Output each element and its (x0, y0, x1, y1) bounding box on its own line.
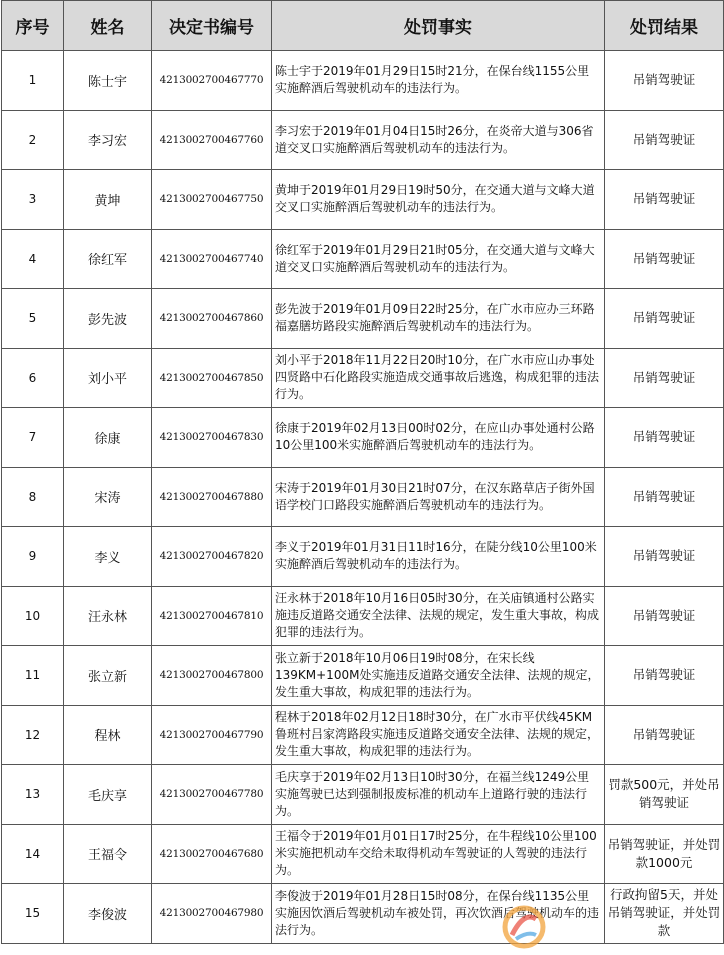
cell-name: 李俊波 (64, 884, 152, 944)
cell-name: 王福令 (64, 824, 152, 884)
cell-doc-no: 4213002700467810 (152, 586, 272, 646)
cell-doc-no: 4213002700467790 (152, 705, 272, 765)
penalty-table (1, 0, 724, 944)
table-row (2, 527, 724, 587)
cell-result: 吊销驾驶证 (605, 467, 724, 527)
cell-facts: 陈士宇于2019年01月29日15时21分，在保台线1155公里实施醉酒后驾驶机动车的违法行为。 (272, 51, 605, 111)
cell-facts: 徐红军于2019年01月29日21时05分，在交通大道与文峰大道交叉口实施醉酒后驾驶机动车的违法行为。 (272, 229, 605, 289)
cell-seq: 15 (2, 884, 64, 944)
cell-seq: 1 (2, 51, 64, 111)
cell-seq: 10 (2, 586, 64, 646)
cell-doc-no: 4213002700467830 (152, 408, 272, 468)
cell-result: 吊销驾驶证 (605, 51, 724, 111)
cell-name: 李义 (64, 527, 152, 587)
cell-seq: 6 (2, 348, 64, 408)
cell-doc-no: 4213002700467750 (152, 170, 272, 230)
cell-doc-no: 4213002700467850 (152, 348, 272, 408)
table-row (2, 348, 724, 408)
cell-seq: 2 (2, 110, 64, 170)
cell-result: 吊销驾驶证 (605, 289, 724, 349)
table-row (2, 229, 724, 289)
table-row (2, 408, 724, 468)
table-row (2, 110, 724, 170)
cell-name: 毛庆享 (64, 765, 152, 825)
cell-seq: 9 (2, 527, 64, 587)
table-row (2, 824, 724, 884)
cell-seq: 3 (2, 170, 64, 230)
cell-seq: 7 (2, 408, 64, 468)
table-row (2, 884, 724, 944)
cell-name: 宋涛 (64, 467, 152, 527)
cell-facts: 王福令于2019年01月01日17时25分，在牛程线10公里100米实施把机动车交给未取得机动车驾驶证的人驾驶的违法行为。 (272, 824, 605, 884)
table-row (2, 289, 724, 349)
cell-name: 黄坤 (64, 170, 152, 230)
cell-seq: 14 (2, 824, 64, 884)
cell-facts: 毛庆享于2019年02月13日10时30分，在福兰线1249公里实施驾驶已达到强制报废标准的机动车上道路行驶的违法行为。 (272, 765, 605, 825)
cell-facts: 彭先波于2019年01月09日22时25分，在广水市应办三环路福嘉膳坊路段实施醉酒后驾驶机动车的违法行为。 (272, 289, 605, 349)
cell-doc-no: 4213002700467760 (152, 110, 272, 170)
cell-doc-no: 4213002700467980 (152, 884, 272, 944)
watermark-logo-icon (502, 905, 546, 949)
cell-doc-no: 4213002700467770 (152, 51, 272, 111)
cell-facts: 李俊波于2019年01月28日15时08分，在保台线1135公里实施因饮酒后驾驶机动车被处罚，再次饮酒后驾驶机动车的违法行为。 (272, 884, 605, 944)
cell-facts: 程林于2018年02月12日18时30分，在广水市平伏线45KM鲁班村吕家湾路段实施违反道路交通安全法律、法规的规定，发生重大事故，构成犯罪的违法行为。 (272, 705, 605, 765)
cell-doc-no: 4213002700467860 (152, 289, 272, 349)
table-row (2, 467, 724, 527)
cell-name: 张立新 (64, 646, 152, 706)
cell-result: 吊销驾驶证 (605, 110, 724, 170)
cell-facts: 徐康于2019年02月13日00时02分，在应山办事处通村公路10公里100米实施醉酒后驾驶机动车的违法行为。 (272, 408, 605, 468)
cell-result: 行政拘留5天，并处吊销驾驶证，并处罚款 (605, 884, 724, 944)
table-header-row (2, 1, 724, 51)
table-row (2, 586, 724, 646)
cell-facts: 李义于2019年01月31日11时16分，在陡分线10公里100米实施醉酒后驾驶机动车的违法行为。 (272, 527, 605, 587)
cell-result: 吊销驾驶证 (605, 586, 724, 646)
cell-facts: 李习宏于2019年01月04日15时26分，在炎帝大道与306省道交叉口实施醉酒后驾驶机动车的违法行为。 (272, 110, 605, 170)
header-name: 姓名 (64, 1, 152, 51)
cell-result: 吊销驾驶证 (605, 646, 724, 706)
cell-doc-no: 4213002700467680 (152, 824, 272, 884)
cell-doc-no: 4213002700467820 (152, 527, 272, 587)
cell-result: 吊销驾驶证 (605, 408, 724, 468)
cell-doc-no: 4213002700467800 (152, 646, 272, 706)
cell-name: 徐红军 (64, 229, 152, 289)
cell-name: 汪永林 (64, 586, 152, 646)
table-row (2, 705, 724, 765)
cell-facts: 宋涛于2019年01月30日21时07分，在汉东路草店子街外国语学校门口路段实施醉酒后驾驶机动车的违法行为。 (272, 467, 605, 527)
cell-result: 吊销驾驶证 (605, 348, 724, 408)
cell-result: 吊销驾驶证 (605, 170, 724, 230)
cell-name: 李习宏 (64, 110, 152, 170)
header-seq: 序号 (2, 1, 64, 51)
cell-seq: 4 (2, 229, 64, 289)
table-row (2, 646, 724, 706)
cell-facts: 张立新于2018年10月06日19时08分，在宋长线139KM+100M处实施违反道路交通安全法律、法规的规定，发生重大事故，构成犯罪的违法行为。 (272, 646, 605, 706)
cell-seq: 13 (2, 765, 64, 825)
header-facts: 处罚事实 (272, 1, 605, 51)
cell-facts: 刘小平于2018年11月22日20时10分，在广水市应山办事处四贤路中石化路段实施造成交通事故后逃逸，构成犯罪的违法行为。 (272, 348, 605, 408)
table-row (2, 51, 724, 111)
table-row (2, 765, 724, 825)
cell-doc-no: 4213002700467880 (152, 467, 272, 527)
cell-doc-no: 4213002700467780 (152, 765, 272, 825)
cell-name: 刘小平 (64, 348, 152, 408)
cell-result: 吊销驾驶证 (605, 527, 724, 587)
cell-seq: 12 (2, 705, 64, 765)
cell-seq: 11 (2, 646, 64, 706)
cell-result: 罚款500元，并处吊销驾驶证 (605, 765, 724, 825)
cell-name: 徐康 (64, 408, 152, 468)
cell-facts: 黄坤于2019年01月29日19时50分，在交通大道与文峰大道交叉口实施醉酒后驾驶机动车的违法行为。 (272, 170, 605, 230)
cell-facts: 汪永林于2018年10月16日05时30分，在关庙镇通村公路实施违反道路交通安全法律、法规的规定，发生重大事故，构成犯罪的违法行为。 (272, 586, 605, 646)
cell-result: 吊销驾驶证 (605, 229, 724, 289)
cell-result: 吊销驾驶证 (605, 705, 724, 765)
cell-result: 吊销驾驶证，并处罚款1000元 (605, 824, 724, 884)
header-result: 处罚结果 (605, 1, 724, 51)
header-doc-no: 决定书编号 (152, 1, 272, 51)
cell-doc-no: 4213002700467740 (152, 229, 272, 289)
cell-name: 彭先波 (64, 289, 152, 349)
table-row (2, 170, 724, 230)
cell-name: 程林 (64, 705, 152, 765)
cell-seq: 5 (2, 289, 64, 349)
cell-name: 陈士宇 (64, 51, 152, 111)
cell-seq: 8 (2, 467, 64, 527)
